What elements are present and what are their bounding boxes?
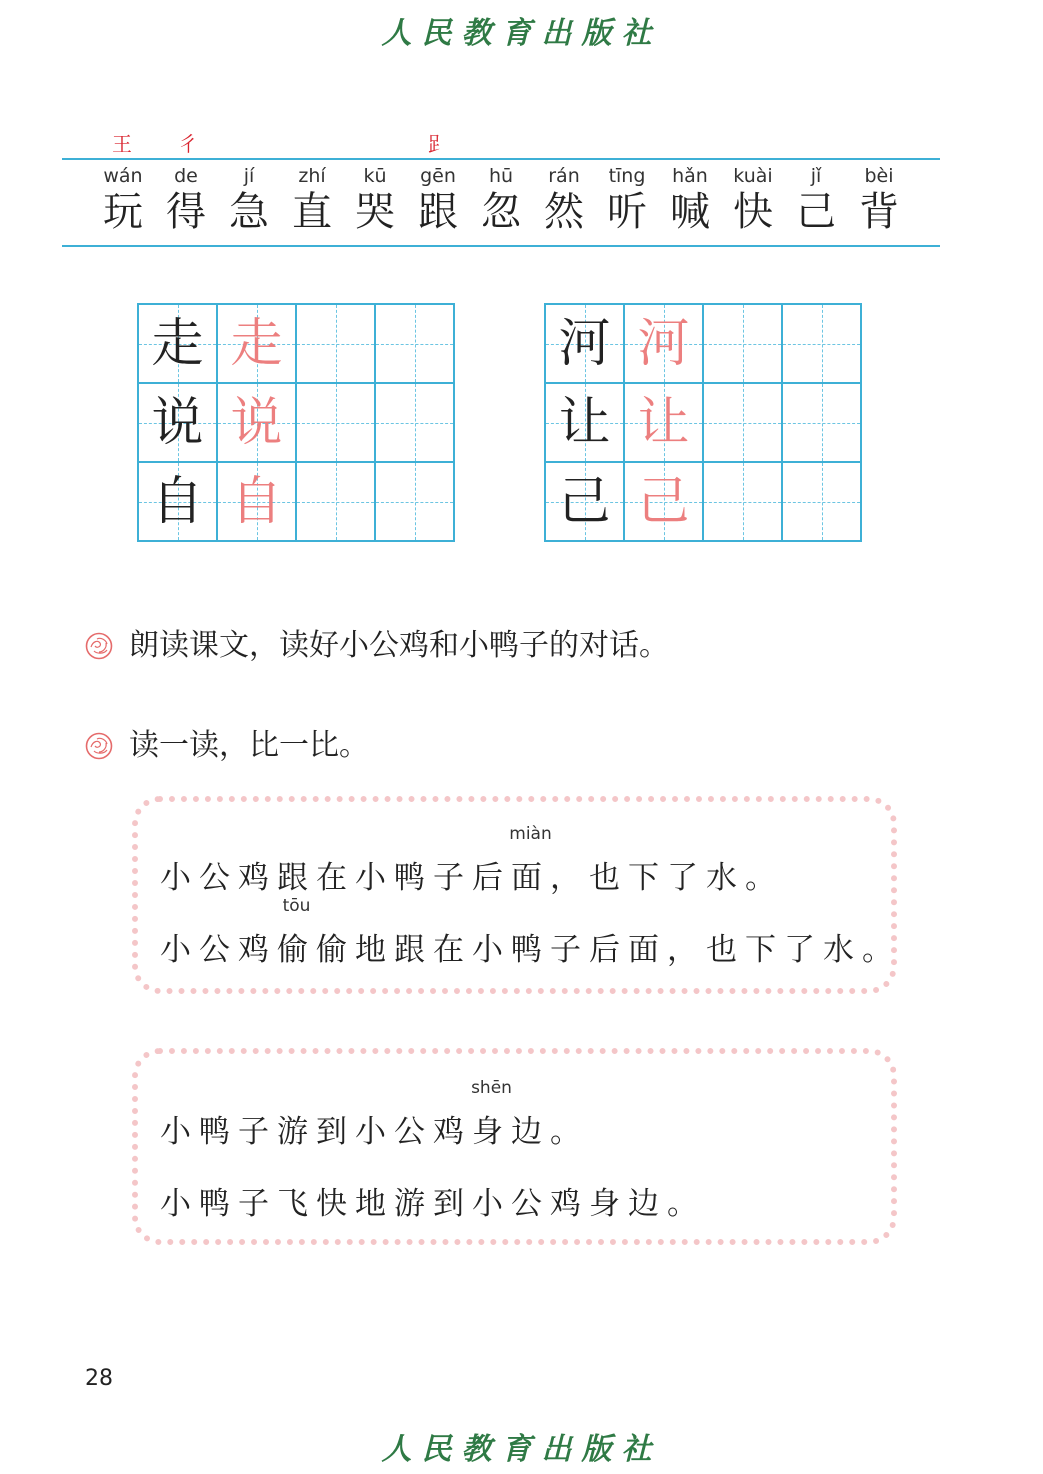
model-char: 说: [151, 392, 204, 453]
sentence-part: 偷地跟在小鸭子后面，也下了水。: [316, 932, 901, 968]
radical-zu: 𧾷: [428, 132, 448, 156]
grid-cell-empty[interactable]: [297, 463, 376, 542]
vocab-hanzi: 喊: [670, 189, 710, 235]
sentence-part: 小公鸡: [160, 932, 277, 968]
vocab-item: [345, 164, 405, 236]
vocab-bottom-rule: [62, 245, 940, 247]
grid-cell-empty[interactable]: [376, 305, 455, 384]
exercise-text: 读一读，比一比。: [129, 728, 369, 763]
trace-char: 自: [230, 471, 283, 532]
grid-cell-empty[interactable]: [704, 463, 783, 542]
vocab-pinyin: kū: [363, 165, 387, 187]
grid-cell-trace[interactable]: [625, 384, 704, 463]
vocab-pinyin: hǎn: [672, 165, 708, 187]
model-char: 自: [151, 471, 204, 532]
grid-cell-empty[interactable]: [704, 384, 783, 463]
trace-char: 说: [230, 392, 283, 453]
grid-cell-trace[interactable]: [625, 305, 704, 384]
sentence-basic: [160, 824, 784, 897]
radical-chi: 彳: [178, 132, 198, 156]
vocab-pinyin: rán: [548, 165, 580, 187]
grid-cell-trace[interactable]: [218, 463, 297, 542]
publisher-footer: 人民教育出版社: [381, 1432, 662, 1467]
vocab-hanzi: 忽: [481, 189, 521, 235]
vocab-pinyin: jǐ: [810, 165, 822, 187]
vocab-pinyin: bèi: [864, 165, 894, 187]
sentence-part: 边。: [511, 1114, 589, 1150]
annotated-hanzi: 身: [472, 1114, 511, 1150]
annotated-hanzi: 偷: [277, 932, 316, 968]
grid-cell-model: [546, 384, 625, 463]
vocab-item: [723, 164, 783, 236]
page-number: 28: [85, 1366, 113, 1391]
grid-cell-model: [546, 463, 625, 542]
annotation-pinyin: tōu: [282, 896, 311, 916]
vocab-hanzi: 快: [733, 189, 773, 235]
sentence-expanded: 小鸭子飞快地游到小公鸡身边。: [160, 1186, 706, 1222]
vocab-pinyin: de: [174, 165, 198, 187]
grid-cell-empty[interactable]: [783, 384, 862, 463]
annotation-pinyin: miàn: [509, 824, 552, 844]
writing-grid-right: [544, 303, 862, 542]
compare-box-1: [132, 796, 901, 994]
grid-cell-empty[interactable]: [376, 384, 455, 463]
vocab-item: [786, 164, 846, 236]
annotation-pinyin: shēn: [471, 1078, 512, 1098]
sentence-expanded: [160, 896, 901, 969]
grid-cell-model: [139, 463, 218, 542]
vocab-item: [282, 164, 342, 236]
sentence-basic: [160, 1078, 589, 1151]
trace-char: 河: [637, 313, 690, 374]
model-char: 让: [558, 392, 611, 453]
sentence-part: 小鸭子游到小公鸡: [160, 1114, 472, 1150]
exercise-compare: [85, 726, 369, 766]
vocab-item: [219, 164, 279, 236]
vocab-hanzi: 玩: [103, 189, 143, 235]
annotated-char: [277, 896, 316, 969]
writing-grid-left: [137, 303, 455, 542]
vocab-item: [471, 164, 531, 236]
grid-cell-trace[interactable]: [218, 305, 297, 384]
grid-cell-model: [139, 305, 218, 384]
vocab-pinyin: kuài: [733, 165, 773, 187]
grid-cell-empty[interactable]: [297, 384, 376, 463]
exercise-read-aloud: [85, 626, 669, 666]
publisher-header: 人民教育出版社: [381, 16, 662, 51]
grid-cell-empty[interactable]: [783, 305, 862, 384]
vocab-hanzi: 得: [166, 189, 206, 235]
vocab-pinyin: zhí: [298, 165, 326, 187]
annotated-hanzi: 面: [511, 860, 550, 896]
grid-cell-trace[interactable]: [218, 384, 297, 463]
vocab-pinyin: tīng: [608, 165, 646, 187]
exercise-marker-icon: [85, 732, 113, 760]
compare-box-2: [132, 1048, 897, 1245]
vocab-item: [156, 164, 216, 236]
vocab-pinyin: jí: [243, 165, 255, 187]
sentence-part: 小公鸡跟在小鸭子后: [160, 860, 511, 896]
vocab-item: [597, 164, 657, 236]
vocab-item: [660, 164, 720, 236]
vocab-hanzi: 听: [607, 189, 647, 235]
vocab-pinyin: hū: [488, 165, 514, 187]
trace-char: 己: [637, 471, 690, 532]
vocab-pinyin: gēn: [420, 165, 456, 187]
exercise-marker-icon: [85, 632, 113, 660]
sentence-part: ，也下了水。: [550, 860, 784, 896]
trace-char: 走: [230, 313, 283, 374]
vocab-item: [849, 164, 909, 236]
vocab-hanzi: 然: [544, 189, 584, 235]
vocab-item: [534, 164, 594, 236]
grid-cell-empty[interactable]: [297, 305, 376, 384]
vocab-hanzi: 直: [292, 189, 332, 235]
model-char: 河: [558, 313, 611, 374]
model-char: 走: [151, 313, 204, 374]
grid-cell-empty[interactable]: [704, 305, 783, 384]
trace-char: 让: [637, 392, 690, 453]
annotated-char: [471, 1078, 512, 1151]
grid-cell-trace[interactable]: [625, 463, 704, 542]
vocab-hanzi: 背: [859, 189, 899, 235]
vocab-pinyin: wán: [103, 165, 143, 187]
vocab-top-rule: [62, 158, 940, 160]
grid-cell-model: [139, 384, 218, 463]
grid-cell-model: [546, 305, 625, 384]
vocab-item: [93, 164, 153, 236]
annotated-char: [509, 824, 552, 897]
radical-wang: 王: [112, 132, 132, 156]
vocab-hanzi: 急: [229, 189, 269, 235]
vocab-hanzi: 己: [796, 189, 836, 235]
vocab-item: [408, 164, 468, 236]
grid-cell-empty[interactable]: [783, 463, 862, 542]
vocab-hanzi: 哭: [355, 189, 395, 235]
grid-cell-empty[interactable]: [376, 463, 455, 542]
model-char: 己: [558, 471, 611, 532]
vocab-hanzi: 跟: [418, 189, 458, 235]
exercise-text: 朗读课文，读好小公鸡和小鸭子的对话。: [129, 628, 669, 663]
